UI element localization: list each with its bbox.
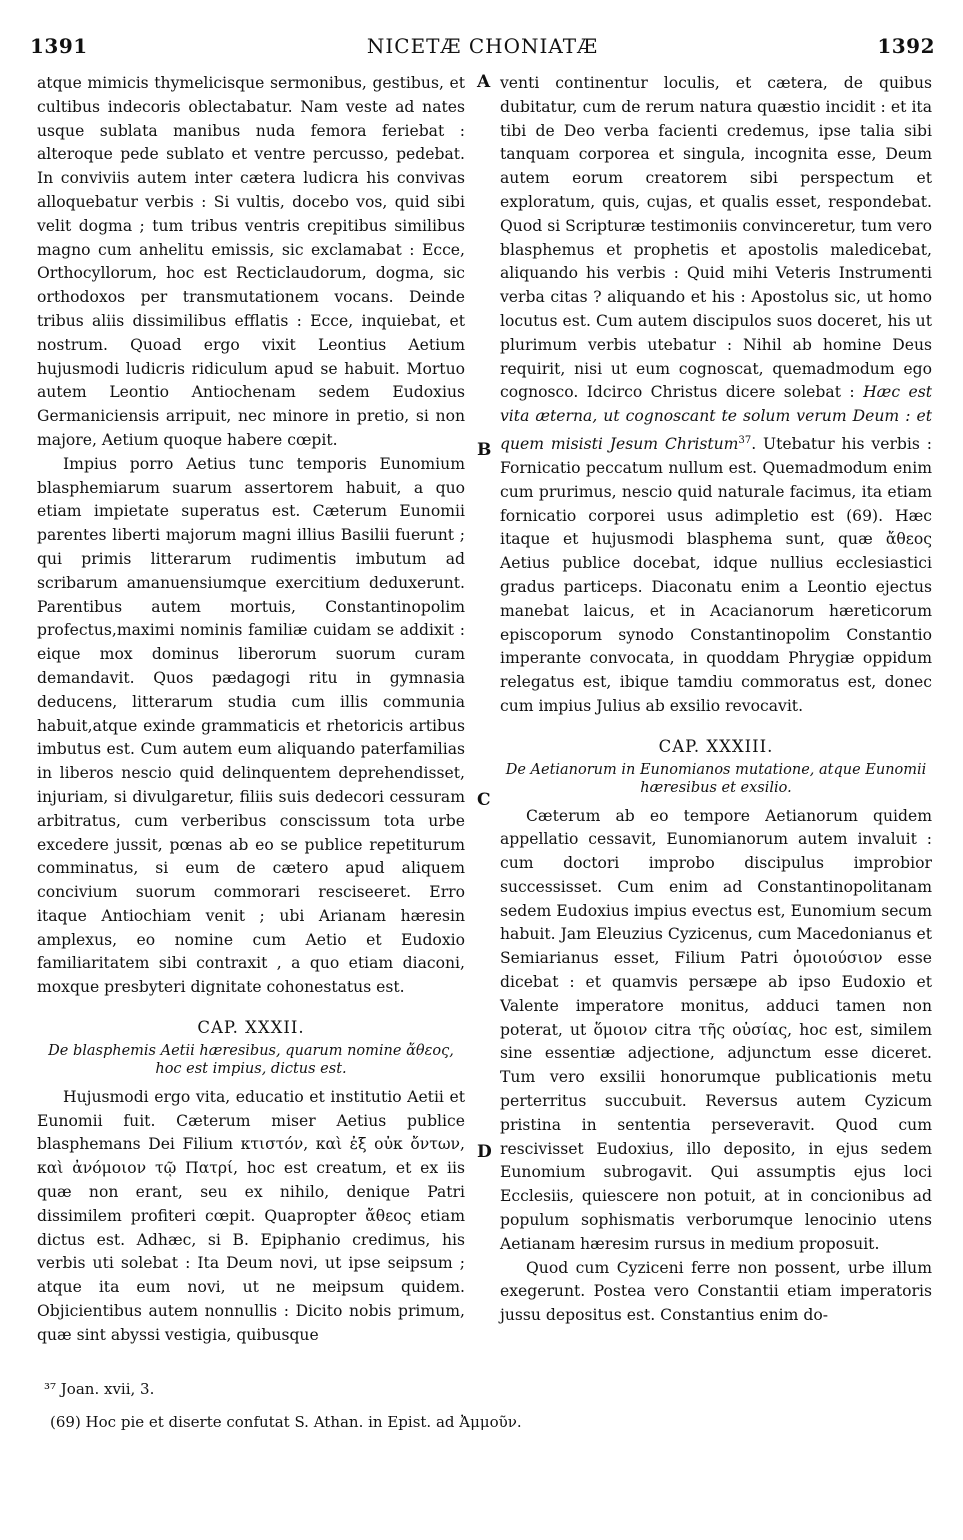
right-paragraph-2: Cæterum ab eo tempore Aetianorum quidem appellatio cessavit, Eunomianorum autem invaluit : cum doctori improbo discipulus improbior successisset. Cum enim ad Constantinopolitanam sedem Eudoxius impius evectus est, Eunomium secum habuit. Jam Eleuzius Cyzicenus, cum Macedonianus et Semiarianus esset, Filium Patri ὁμοιούσιον esse dicebat : et quamvis persæpe ab ipso Eudoxio et Valente imperatore monitus, adduci tamen non poterat, ut ὅμοιον citra τῆς οὐσίας, hoc est, similem sine essentiæ adjectione, adjunctum esse diceret. Tum vero exsilii honorumque publicationis metu perterritus succubuit. Reversus autem Cyzicum pristina in sententia perseveravit. Quod cum rescivisset Eudoxius, illo deposito, in ejus sedem Eunomium subrogavit. Qui assumptis ejus loci Ecclesiis, quiescere non potuit, at in concionibus ad populum sophismatis verborumque lenocinio utens Aetianam hæresim rursus in medium proposuit.	[500, 806, 932, 1253]
right-paragraph-1-start: venti continentur loculis, et cætera, de quibus dubitatur, cum de rerum natura quæstio incidit : et ita tibi de Deo verba facienti credemus, ipse talia sibi tanquam corporea et singula, incognita esse, Deum autem eorum creatorem sibi perspectum et exploratum, quis, cujas, et qualis esset, respondebat. Quod si Scripturæ testimoniis convinceretur, tum vero blasphemus et prophetis et apostolis maledicebat, aliquando his verbis : Quid mihi Veteris Instrumenti verba citas ? aliquando et his : Apostolus sic, ut homo locutus est. Cum autem discipulos suos doceret, his ut plurimum verbis utebatur : Nihil ab homine Deus requirit, nisi ut eum cognoscat, quemadmodum ego cognosco. Idcirco Christus dicere solebat :	[500, 74, 932, 402]
margin-letter-d: D	[477, 1142, 492, 1162]
margin-letter-c: C	[477, 790, 491, 810]
footnote-marker-37: 37	[738, 434, 752, 446]
chapter-subtitle-xxxiii: De Aetianorum in Eunomianos mutatione, atque Eunomii hæresibus et exsilio.	[505, 761, 927, 796]
left-paragraph-3: Hujusmodi ergo vita, educatio et institutio Aetii et Eunomii fuit. Cæterum miser Aetius publice blasphemans Dei Filium κτιστόν, καὶ ἐξ οὐκ ὄντων, καὶ ἀνόμοιον τῷ Πατρί, hoc est creatum, et ex iis quæ non erant, seu ex nihilo, denique Patri dissimilem profiteri cœpit. Quapropter ἄθεος etiam dictus est. Adhæc, si B. Epiphanio credimus, his verbis uti solebat : Ita Deum novi, ut ipse seipsum ; atque ita eum novi, ut ne meipsum quidem. Objicientibus autem nonnullis : Dicito nobis primum, quæ sint abyssi vestigia, quibusque	[37, 1087, 465, 1344]
left-paragraph-1: atque mimicis thymelicisque sermonibus, gestibus, et cultibus indecoris oblectabatur. Nam veste ad nates usque sublata manibus nuda femora feriebat : alteroque pede sublato et ventre percusso, pedebat. In conviviis autem inter cætera ludicra his convivas alloquebatur verbis : Si vultis, docebo vos, quid sibi velit dogma ; tum tribus ventris crepitibus similibus magno cum anhelitu emissis, sic exclamabat : Ecce, Orthocyllorum, hoc est Recticlaudorum, dogma, sic orthodoxos per transmutationem vocans. Deinde tribus aliis dissimilibus efflatis : Ecce, inquiebat, et nostrum. Quoad ergo vixit Leontius Aetium hujusmodi ludicris ridiculum apud se habuit. Mortuo autem Leontio Antiochenam sedem Eudoxius Germaniciensis arripuit, nec minore in pretio, si non majore, Aetium quoque habere cœpit.	[37, 74, 465, 449]
left-paragraph-2: Impius porro Aetius tunc temporis Eunomium blasphemiarum suarum assertorem habuit, a quo etiam impietate superatus est. Cæterum Eunomii parentes liberti majorum magni illius Basilii fuerunt ; qui primis litterarum rudimentis imbutum ad scribarum amanuensiumque exercitium deduxerunt. Parentibus autem mortuis, Constantinopolim profectus,maximi nominis familiæ cuidam se addixit : eique mox dominus liberorum suorum curam demandavit. Quos pædagogi ritu in gymnasia deducens, litterarum studia cum illis communia habuit,atque exinde grammaticis et rhetoricis artibus imbutus est. Cum autem eum aliquando paterfamilias in liberos nescio quid delinquentem deprehendisset, injuriam, si divulgaretur, filiis suis dedecori cessuram arbitratus, cum verberibus conscissum tota urbe excedere jussit, pœnas ab eo se publice repetiturum comminatus, si eum de cætero apud aliquem concivium suorum commorari resciseeret. Erro itaque Antiochiam venit ; ubi Arianam hæresin amplexus, eo nomine cum Aetio et Eudoxio familiaritatem sibi contraxit , a quo etiam diaconi, moxque presbyteri dignitate cohonestatus est.	[37, 454, 465, 997]
margin-letter-b: B	[477, 440, 492, 460]
right-paragraph-3: Quod cum Cyziceni ferre non possent, urbe illum exegerunt. Postea vero Constantii etiam imperatoris jussu depositus est. Constantius enim do-	[500, 1258, 932, 1325]
right-column	[500, 72, 932, 1328]
right-paragraph-1-end: . Utebatur his verbis : Fornicatio peccatum nullum est. Quemadmodum enim cum prurimus, nescio quid naturale facimus, ita etiam fornicatio corporei usus adimpletio est (69). Hæc itaque et hujusmodi blasphema sunt, quæ ἄθεος Aetius publice docebat, idque nullius ecclesiastici gradus particeps. Diaconatu enim a Leontio ejectus manebat laicus, et in Acacianorum hæreticorum episcoporum synodo Constantinopolim Constantio imperante convocata, in quoddam Phrygiæ oppidum relegatus est, ibique tamdiu commoratus est, donec cum impius Julius ab exsilio revocavit.	[500, 435, 932, 715]
right-page-number: 1392	[877, 34, 935, 58]
chapter-heading-xxxii: CAP. XXXII.	[197, 1018, 305, 1038]
footnote-37: ³⁷ Joan. xvii, 3.	[44, 1380, 155, 1398]
footnote-69: (69) Hoc pie et diserte confutat S. Athan. in Epist. ad Ἀμμοῦν.	[50, 1413, 522, 1431]
chapter-heading-xxxiii: CAP. XXXIII.	[658, 736, 774, 756]
scripture-quote: Hæc est vita æterna, ut cognoscant te solum verum Deum : et quem misisti Jesum Christum	[500, 383, 932, 454]
running-title: NICETÆ CHONIATÆ	[366, 34, 599, 58]
margin-letter-a: A	[477, 72, 491, 92]
left-column	[37, 72, 465, 1348]
right-paragraph-1	[500, 72, 932, 719]
running-header	[30, 34, 935, 58]
chapter-subtitle-xxxii: De blasphemis Aetii hæresibus, quarum nomine ἄθεος, hoc est impius, dictus est.	[48, 1042, 454, 1077]
left-page-number: 1391	[30, 34, 88, 58]
